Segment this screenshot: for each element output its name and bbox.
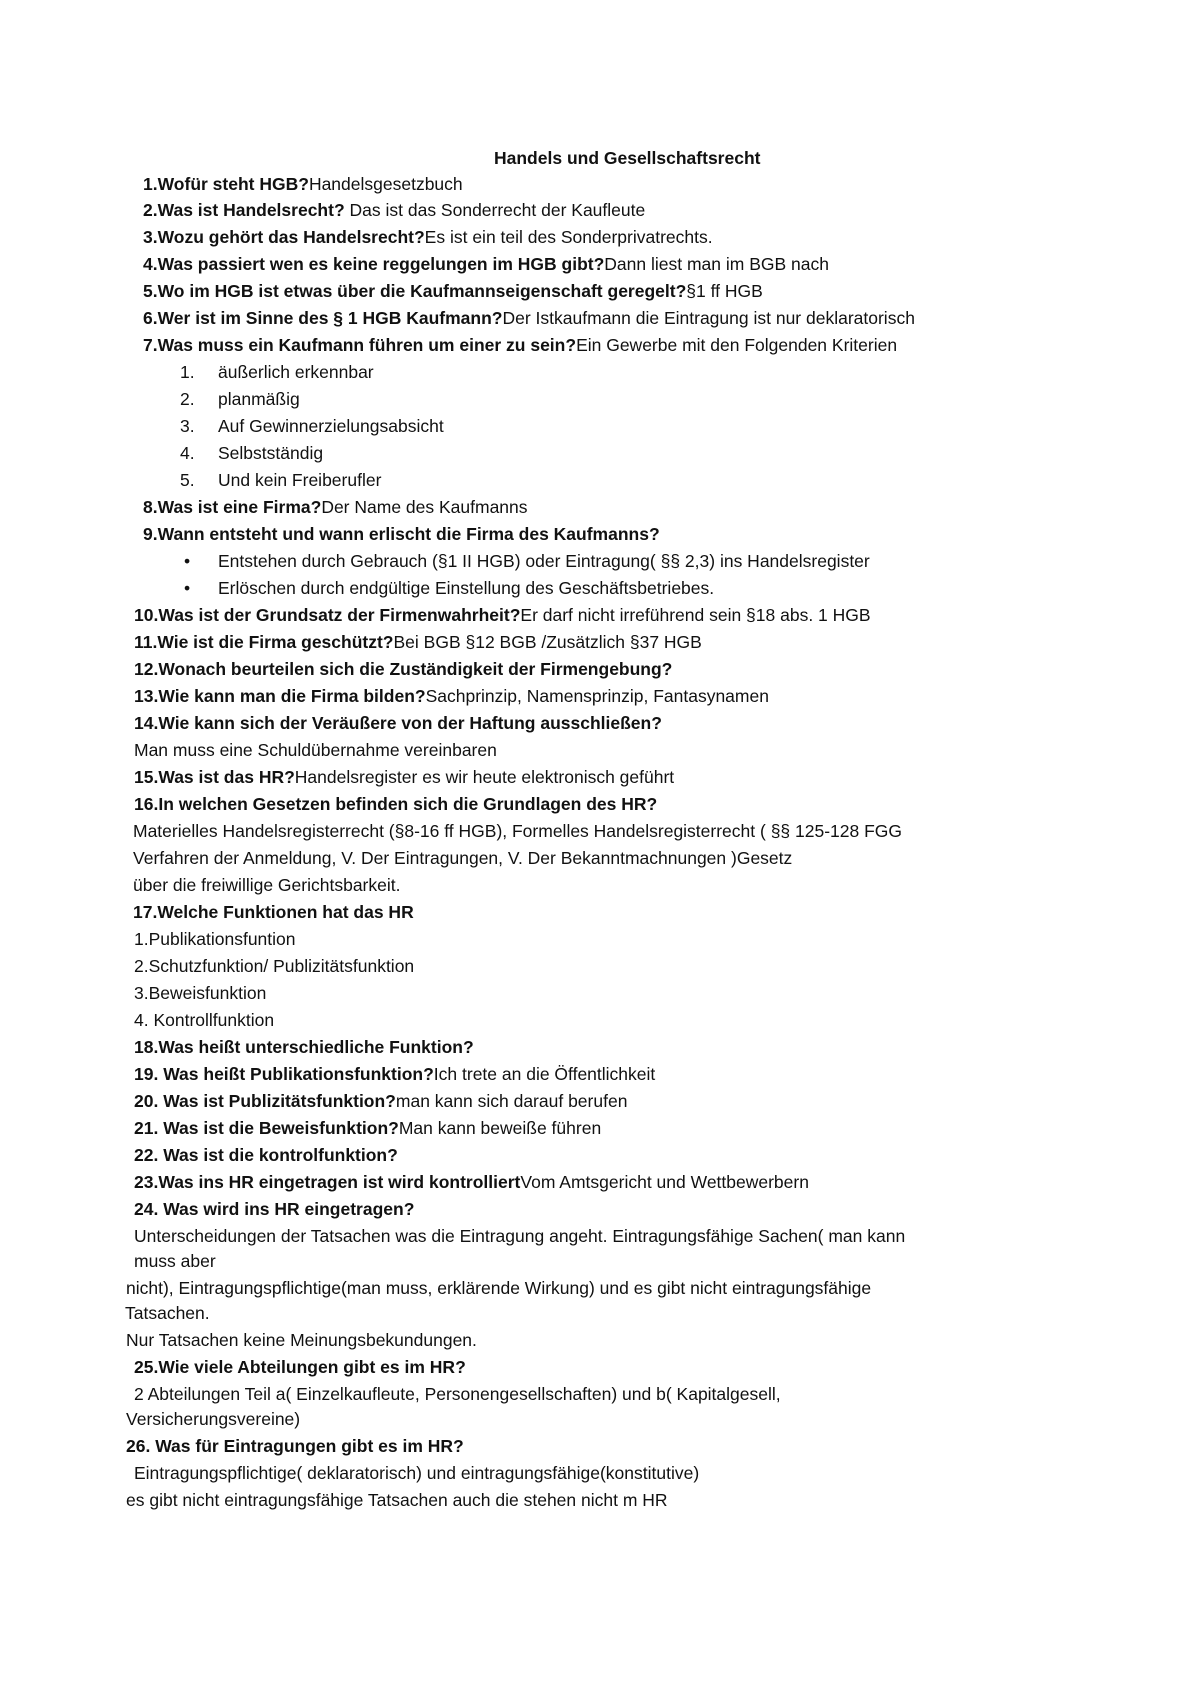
text-line (133, 901, 414, 923)
question-text: 15.Was ist das HR? (134, 767, 295, 787)
list-item-text: äußerlich erkennbar (218, 362, 374, 382)
text-line (134, 631, 702, 653)
question-text: 25.Wie viele Abteilungen gibt es im HR? (134, 1357, 466, 1377)
text-line (134, 1009, 274, 1031)
text-line (134, 1250, 216, 1272)
question-text: 24. Was wird ins HR eingetragen? (134, 1199, 415, 1219)
text-line (125, 1302, 210, 1324)
question-text: 1.Wofür steht HGB? (143, 174, 309, 194)
question-text: 6.Wer ist im Sinne des § 1 HGB Kaufmann? (143, 308, 503, 328)
text-line (134, 1063, 655, 1085)
text-line (134, 739, 497, 761)
list-number: 4. (180, 443, 195, 463)
answer-text: Es ist ein teil des Sonderprivatrechts. (424, 227, 713, 247)
text-line (126, 1329, 477, 1351)
answer-text: Man kann beweiße führen (398, 1118, 602, 1138)
question-text: 21. Was ist die Beweisfunktion? (134, 1118, 399, 1138)
text-line (134, 955, 414, 977)
question-text: 26. Was für Eintragungen gibt es im HR? (126, 1436, 464, 1456)
answer-text: Dann liest man im BGB nach (604, 254, 829, 274)
text-line (134, 604, 871, 626)
question-text: 7.Was muss ein Kaufmann führen um einer zu sein? (143, 335, 577, 355)
question-text: 12.Wonach beurteilen sich die Zuständigkeit der Firmengebung? (134, 659, 673, 679)
question-text: 23.Was ins HR eingetragen ist wird kontrolliert (134, 1172, 521, 1192)
answer-text: 1.Publikationsfuntion (134, 929, 296, 949)
list-item-text: Auf Gewinnerzielungsabsicht (218, 416, 444, 436)
answer-text: Bei BGB §12 BGB /Zusätzlich §37 HGB (393, 632, 702, 652)
text-line (134, 685, 769, 707)
answer-text: muss aber (134, 1251, 216, 1271)
text-line (134, 1090, 627, 1112)
text-line (143, 496, 528, 518)
question-text: 17.Welche Funktionen hat das HR (133, 902, 414, 922)
text-line (133, 847, 792, 869)
answer-text: Der Istkaufmann die Eintragung ist nur deklaratorisch (502, 308, 915, 328)
answer-text: Verfahren der Anmeldung, V. Der Eintragungen, V. Der Bekanntmachnungen )Gesetz (133, 848, 793, 868)
question-text: 9.Wann entsteht und wann erlischt die Firma des Kaufmanns? (143, 524, 660, 544)
answer-text: man kann sich darauf berufen (395, 1091, 628, 1111)
answer-text: Versicherungsvereine) (126, 1409, 301, 1429)
text-line (134, 1117, 601, 1139)
text-line (134, 982, 266, 1004)
question-text: 19. Was heißt Publikationsfunktion? (134, 1064, 434, 1084)
answer-text: §1 ff HGB (686, 281, 763, 301)
bullet-marker: • (184, 578, 191, 598)
question-text: 11.Wie ist die Firma geschützt? (134, 632, 394, 652)
list-item-text: Erlöschen durch endgültige Einstellung des Geschäftsbetriebes. (218, 578, 715, 598)
text-line (134, 1356, 466, 1378)
text-line (134, 793, 657, 815)
question-text: 2.Was ist Handelsrecht? (143, 200, 345, 220)
text-line (143, 173, 463, 195)
answer-text: 4. Kontrollfunktion (134, 1010, 275, 1030)
text-line (134, 1144, 398, 1166)
answer-text: Man muss eine Schuldübernahme vereinbaren (134, 740, 497, 760)
answer-text: Tatsachen. (125, 1303, 210, 1323)
answer-text: Das ist das Sonderrecht der Kaufleute (344, 200, 646, 220)
answer-text: Der Name des Kaufmanns (321, 497, 528, 517)
answer-text: Vom Amtsgericht und Wettbewerbern (520, 1172, 809, 1192)
question-text: 16.In welchen Gesetzen befinden sich die Grundlagen des HR? (134, 794, 658, 814)
bullet-marker: • (184, 551, 191, 571)
answer-text: Ein Gewerbe mit den Folgenden Kriterien (576, 335, 898, 355)
question-text: 14.Wie kann sich der Veräußere von der Haftung ausschließen? (134, 713, 662, 733)
question-text: 8.Was ist eine Firma? (143, 497, 322, 517)
text-line (126, 1408, 300, 1430)
text-line (143, 199, 645, 221)
answer-text: Nur Tatsachen keine Meinungsbekundungen. (126, 1330, 477, 1350)
question-text: 13.Wie kann man die Firma bilden? (134, 686, 426, 706)
question-text: 18.Was heißt unterschiedliche Funktion? (134, 1037, 474, 1057)
text-line (143, 334, 897, 356)
document-title: Handels und Gesellschaftsrecht (494, 148, 761, 168)
answer-text: Eintragungspflichtige( deklaratorisch) und eintragungsfähige(konstitutive) (134, 1463, 700, 1483)
answer-text: 3.Beweisfunktion (134, 983, 267, 1003)
answer-text: Unterscheidungen der Tatsachen was die Eintragung angeht. Eintragungsfähige Sachen( man kann (134, 1226, 906, 1246)
question-text: 5.Wo im HGB ist etwas über die Kaufmannseigenschaft geregelt? (143, 281, 687, 301)
question-text: 20. Was ist Publizitätsfunktion? (134, 1091, 396, 1111)
list-item-text: Selbstständig (218, 443, 324, 463)
text-line (126, 1277, 871, 1299)
question-text: 3.Wozu gehört das Handelsrecht? (143, 227, 425, 247)
text-line (134, 1225, 905, 1247)
text-line (126, 1489, 668, 1511)
text-line (134, 928, 296, 950)
text-line (134, 1462, 699, 1484)
text-line (134, 1036, 474, 1058)
text-line (134, 1171, 809, 1193)
list-item-text: Und kein Freiberufler (218, 470, 382, 490)
answer-text: es gibt nicht eintragungsfähige Tatsachen auch die stehen nicht m HR (126, 1490, 668, 1510)
text-line (134, 712, 662, 734)
answer-text: Materielles Handelsregisterrecht (§8-16 ff HGB), Formelles Handelsregisterrecht ( §§ 125-128 FGG (133, 821, 903, 841)
answer-text: Sachprinzip, Namensprinzip, Fantasynamen (425, 686, 769, 706)
answer-text: Ich trete an die Öffentlichkeit (433, 1064, 656, 1084)
text-line (143, 523, 660, 545)
list-number: 5. (180, 470, 195, 490)
list-item-text: Entstehen durch Gebrauch (§1 II HGB) oder Eintragung( §§ 2,3) ins Handelsregister (218, 551, 870, 571)
text-line (134, 1198, 414, 1220)
question-text: 10.Was ist der Grundsatz der Firmenwahrheit? (134, 605, 521, 625)
answer-text: Handelsregister es wir heute elektronisch geführt (294, 767, 675, 787)
answer-text: nicht), Eintragungspflichtige(man muss, erklärende Wirkung) und es gibt nicht eintragungsfähige (126, 1278, 872, 1298)
list-number: 2. (180, 389, 195, 409)
list-number: 3. (180, 416, 195, 436)
answer-text: 2 Abteilungen Teil a( Einzelkaufleute, Personengesellschaften) und b( Kapitalgesell, (134, 1384, 781, 1404)
answer-text: Handelsgesetzbuch (308, 174, 463, 194)
list-number: 1. (180, 362, 195, 382)
text-line (143, 226, 713, 248)
text-line (134, 766, 674, 788)
text-line (133, 820, 902, 842)
text-line (134, 1383, 781, 1405)
answer-text: Er darf nicht irreführend sein §18 abs. 1 HGB (520, 605, 871, 625)
text-line (143, 307, 915, 329)
text-line (143, 253, 829, 275)
text-line (126, 1435, 464, 1457)
answer-text: über die freiwillige Gerichtsbarkeit. (133, 875, 401, 895)
answer-text: 2.Schutzfunktion/ Publizitätsfunktion (134, 956, 415, 976)
question-text: 22. Was ist die kontrolfunktion? (134, 1145, 398, 1165)
question-text: 4.Was passiert wen es keine reggelungen im HGB gibt? (143, 254, 605, 274)
text-line (143, 280, 763, 302)
list-item-text: planmäßig (218, 389, 300, 409)
text-line (133, 874, 400, 896)
text-line (134, 658, 672, 680)
